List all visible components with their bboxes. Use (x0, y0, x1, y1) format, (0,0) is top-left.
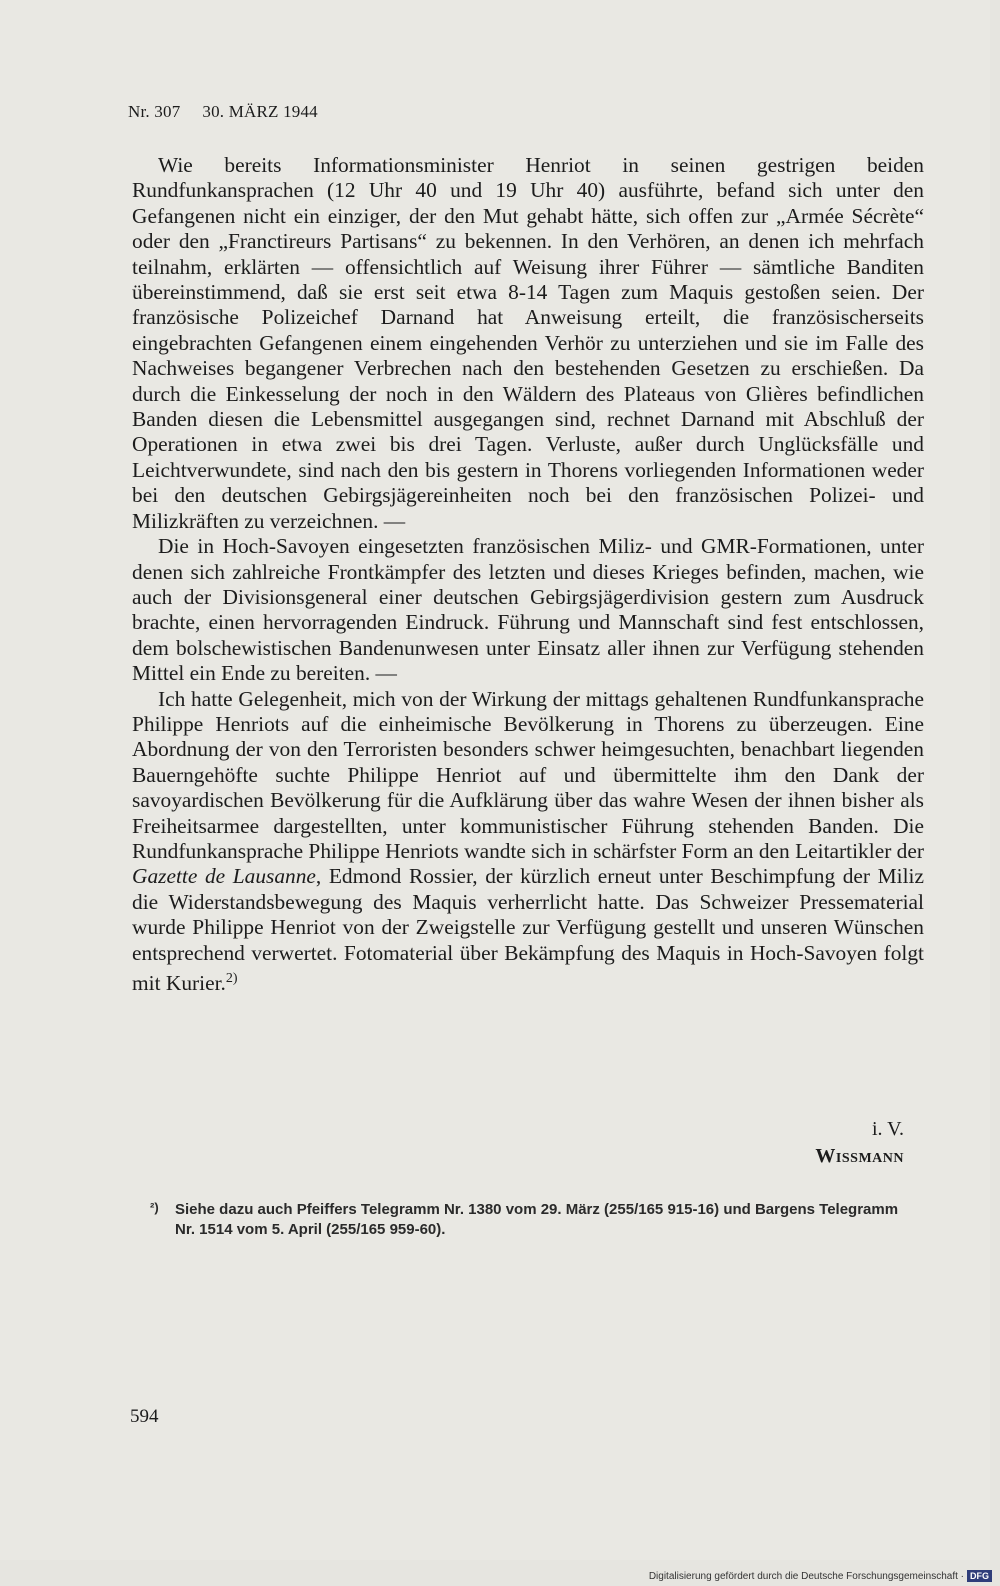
footnote-text: Siehe dazu auch Pfeiffers Telegramm Nr. 1380 vom 29. März (255/165 915-16) und Bargens Telegramm Nr. 1514 vom 5. April (255/165 959-60). (175, 1201, 899, 1238)
paragraph-3-part-a: Ich hatte Gelegenheit, mich von der Wirkung der mittags gehaltenen Rundfunkansprache Philippe Henriots auf die einheimische Bevölkerung in Thorens zu überzeugen. Eine Abordnung der von den Terroristen besonders schwer heimgesuchten, benachbart liegenden Bauerngehöfte suchte Philippe Henriot auf und übermittelte ihm den Dank der savoyardischen Bevölkerung für die Aufklärung über das wahre Wesen der ihnen bisher als Freiheitsarmee dargestellten, unter kommunistischer Führung stehenden Banden. Die Rundfunkansprache Philippe Henriots wandte sich in schärfster Form an den Leitartikler der (132, 686, 924, 863)
main-text (132, 153, 924, 997)
paragraph-2: Die in Hoch-Savoyen eingesetzten französischen Miliz- und GMR-Formationen, unter denen sich zahlreiche Frontkämpfer des letzten und dieses Krieges befinden, machen, wie auch der Divisionsgeneral einer deutschen Gebirgsjägerdivision gestern zum Ausdruck brachte, einen hervorragenden Eindruck. Führung und Mannschaft sind fest entschlossen, dem bolschewistischen Bandenunwesen unter Einsatz aller ihnen zur Verfügung stehenden Mittel ein Ende zu bereiten. — (132, 534, 924, 686)
footnote-reference: 2) (225, 971, 238, 986)
digitization-credit (649, 1570, 992, 1582)
footnote-mark: ²) (150, 1200, 159, 1215)
signature-name: Wissmann (815, 1145, 904, 1167)
footnote (150, 1200, 920, 1240)
paragraph-1: Wie bereits Informationsminister Henriot in seinen gestrigen beiden Rundfunkansprachen (12 Uhr 40 und 19 Uhr 40) ausführte, befand sich unter den Gefangenen nicht ein einziger, der den Mut gehabt hätte, sich offen zur „Armée Sécrète“ oder den „Franctireurs Partisans“ zu bekennen. In den Verhören, an denen ich mehrfach teilnahm, erklärten — offensichtlich auf Weisung ihrer Führer — sämtliche Banditen übereinstimmend, daß sie erst seit etwa 8-14 Tagen zum Maquis gestoßen seien. Der französische Polizeichef Darnand hat Anweisung erteilt, die französischerseits eingebrachten Gefangenen einem eingehenden Verhör zu unterziehen und sie im Falle des Nachweises begangener Verbrechen nach den bestehenden Gesetzen zu erschießen. Da durch die Einkesselung der noch in den Wäldern des Plateaus von Glières befindlichen Banden diesen die Lebensmittel ausgegangen sind, rechnet Darnand mit Abschluß der Operationen in etwa zwei bis drei Tagen. Verluste, außer durch Unglücksfälle und Leichtverwundete, sind nach den bis gestern in Thorens vorliegenden Informationen weder bei den deutschen Gebirgsjägereinheiten noch bei den französischen Polizei- und Milizkräften zu verzeichnen. — (132, 153, 924, 533)
newspaper-title: Gazette de Lausanne (132, 864, 316, 889)
credit-text: Digitalisierung gefördert durch die Deutsche Forschungsgemeinschaft · (648, 1570, 964, 1582)
page-number: 594 (130, 1406, 159, 1427)
dfg-logo: DFG (967, 1570, 992, 1582)
signature-prefix: i. V. (871, 1118, 904, 1140)
document-number: Nr. 307 (128, 102, 181, 121)
paragraph-3 (132, 687, 924, 997)
document-date: 30. MÄRZ 1944 (202, 102, 318, 121)
page-header (128, 102, 318, 122)
signature-block (704, 1116, 904, 1170)
paragraph-3-part-b: , Edmond Rossier, der kürzlich erneut unter Beschimpfung der Miliz die Widerstandsbewegung des Maquis verherrlicht hatte. Das Schweizer Pressematerial wurde Philippe Henriot von der Zweigstelle zur Verfügung gestellt und unseren Wünschen entsprechend verwertet. Fotomaterial über Bekämpfung des Maquis in Hoch-Savoyen folgt mit Kurier. (132, 864, 924, 996)
